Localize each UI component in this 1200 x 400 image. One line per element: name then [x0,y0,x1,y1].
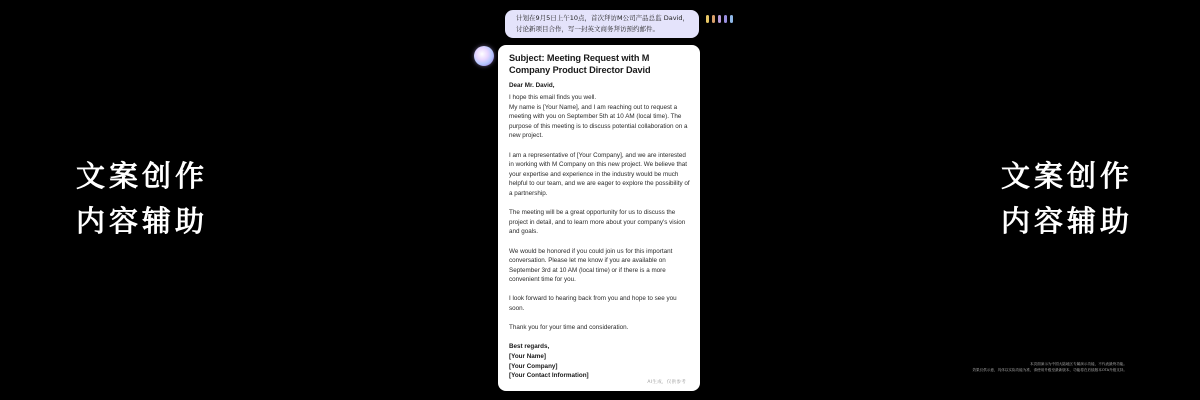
left-feature-title [76,154,208,244]
email-greeting: Dear Mr. David, [509,82,555,89]
email-subject: Subject: Meeting Request with M Company Product Director David [509,53,651,75]
email-paragraph [509,247,690,285]
feature-title-line2: 内容辅助 [1001,204,1134,238]
indicator-dot [718,15,721,23]
email-paragraph [509,294,690,313]
email-paragraph [509,93,690,141]
email-line: My name is [Your Name], and I am reaching out to request a meeting with you on September 5th at 10 AM (local time). The purpose of this meeting is to discuss potential collaboration on a new project. [509,103,688,140]
feature-title-line1: 文案创作 [76,159,209,193]
email-signature [509,342,690,380]
email-line: The meeting will be a great opportunity for us to discuss the project in detail, and to learn more about your company's vision and goals. [509,209,686,236]
disclaimer [972,361,1127,373]
email-paragraph [509,323,690,333]
email-line: I look forward to hearing back from you and hope to see you soon. [509,295,677,313]
signature-contact: [Your Contact Information] [509,372,589,380]
indicator-dot [706,15,709,23]
feature-title-line2: 内容辅助 [76,204,209,238]
user-prompt-text: 计划在9月5日上午10点，首次拜访M公司产品总监 David，讨论新项目合作，写一封英文商务拜访预约邮件。 [516,14,689,33]
voice-indicator [706,15,733,23]
right-feature-title [1001,154,1133,244]
user-prompt-bubble [505,10,699,38]
signature-closing: Best regards, [509,343,550,351]
feature-title-line1: 文案创作 [1001,159,1134,193]
indicator-dot [712,15,715,23]
assistant-orb-icon [474,46,494,66]
ai-generated-note: AI生成，仅供参考 [647,380,686,385]
indicator-dot [730,15,733,23]
signature-company: [Your Company] [509,362,558,370]
email-paragraph [509,208,690,237]
email-response-card[interactable] [498,45,700,391]
email-line: Thank you for your time and consideration. [509,324,629,332]
disclaimer-line: 本页面演示为中国大陆地区专属演示功能，不代表最终功能。 [1029,362,1127,366]
email-line: I am a representative of [Your Company], and we are interested in working with M Company on this new project. We believe that your expertise and experience in the industry would be much helpful to our team, and we are eager to explore the possibility of a partnership. [509,151,690,197]
indicator-dot [724,15,727,23]
email-paragraph [509,151,690,199]
disclaimer-line: 效果仅供示意，具体以实际功能为准，请使用升级至最新版本，功能将在后续版本OTA升级支持。 [972,368,1127,372]
email-line: I hope this email finds you well. [509,94,597,101]
signature-name: [Your Name] [509,353,546,361]
email-line: We would be honored if you could join us for this important conversation. Please let me know if you are available on September 3rd at 10 AM (local time) or if there is a more convenient time for you. [509,247,673,284]
